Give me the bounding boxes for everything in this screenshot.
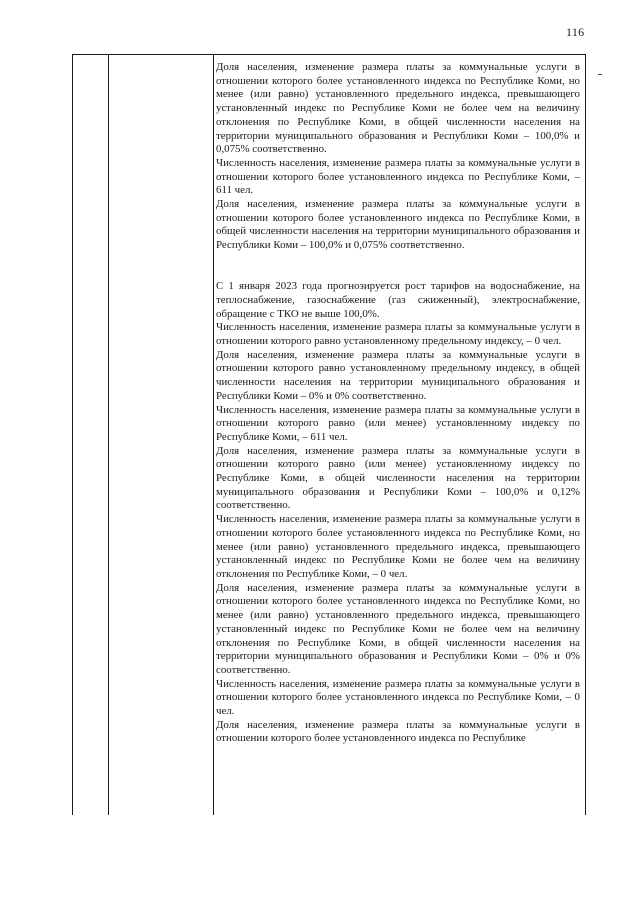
table-column-divider	[108, 55, 109, 815]
paragraph-gap	[216, 267, 580, 281]
page-number: 116	[566, 25, 585, 39]
paragraph: Доля населения, изменение размера платы за коммунальные услуги в отношении которого более установленного индекса по Республике Коми, в общей численности населения на территории муниципального образования и Республики Коми – 100,0% и 0,075% соответственно.	[216, 198, 580, 252]
paragraph: Доля населения, изменение размера платы за коммунальные услуги в отношении которого более установленного индекса по Республике Коми, но менее (или равно) установленного предельного индекса, превышающего установленный индекс по Республике Коми не более чем на величину отклонения по Республике Коми, в общей численности населения на территории муниципального образования и Республики Коми – 0% и 0% соответственно.	[216, 581, 580, 676]
margin-mark	[598, 74, 602, 75]
paragraph: С 1 января 2023 года прогнозируется рост тарифов на водоснабжение, на теплоснабжение, газоснабжение (газ сжиженный), электроснабжение, обращение с ТКО не выше 100,0%.	[216, 280, 580, 320]
paragraph: Доля населения, изменение размера платы за коммунальные услуги в отношении которого равно установленному предельному индексу, в общей численности населения на территории муниципального образования и Республики Коми – 0% и 0% соответственно.	[216, 348, 580, 402]
paragraph-gap	[216, 253, 580, 267]
paragraph: Доля населения, изменение размера платы за коммунальные услуги в отношении которого более установленного индекса по Республике Коми, но менее (или равно) установленного предельного индекса, превышающего установленный индекс по Республике Коми не более чем на величину отклонения по Республике Коми, в общей численности населения на территории муниципального образования и Республики Коми – 100,0% и 0,075% соответственно.	[216, 61, 580, 156]
paragraph: Численность населения, изменение размера платы за коммунальные услуги в отношении которого более установленного индекса по Республике Коми, – 0 чел.	[216, 677, 580, 718]
paragraph: Численность населения, изменение размера платы за коммунальные услуги в отношении которого более установленного индекса по Республике Коми, – 611 чел.	[216, 156, 580, 197]
paragraph: Численность населения, изменение размера платы за коммунальные услуги в отношении которого равно установленному предельному индексу, – 0 чел.	[216, 321, 580, 348]
table-cell-text	[216, 61, 580, 746]
paragraph: Доля населения, изменение размера платы за коммунальные услуги в отношении которого равно (или менее) установленному индексу по Республике Коми, в общей численности населения на территории муниципального образования и Республики Коми – 100,0% и 0,12% соответственно.	[216, 444, 580, 512]
paragraph: Доля населения, изменение размера платы за коммунальные услуги в отношении которого более установленного индекса по Республике	[216, 718, 580, 745]
paragraph: Численность населения, изменение размера платы за коммунальные услуги в отношении которого более установленного индекса по Республике Коми, но менее (или равно) установленного предельного индекса, превышающего установленный индекс по Республике Коми не более чем на величину отклонения по Республике Коми, – 0 чел.	[216, 513, 580, 580]
table-column-divider	[213, 55, 214, 815]
paragraph: Численность населения, изменение размера платы за коммунальные услуги в отношении которого равно (или менее) установленному индексу по Республике Коми, – 611 чел.	[216, 403, 580, 443]
